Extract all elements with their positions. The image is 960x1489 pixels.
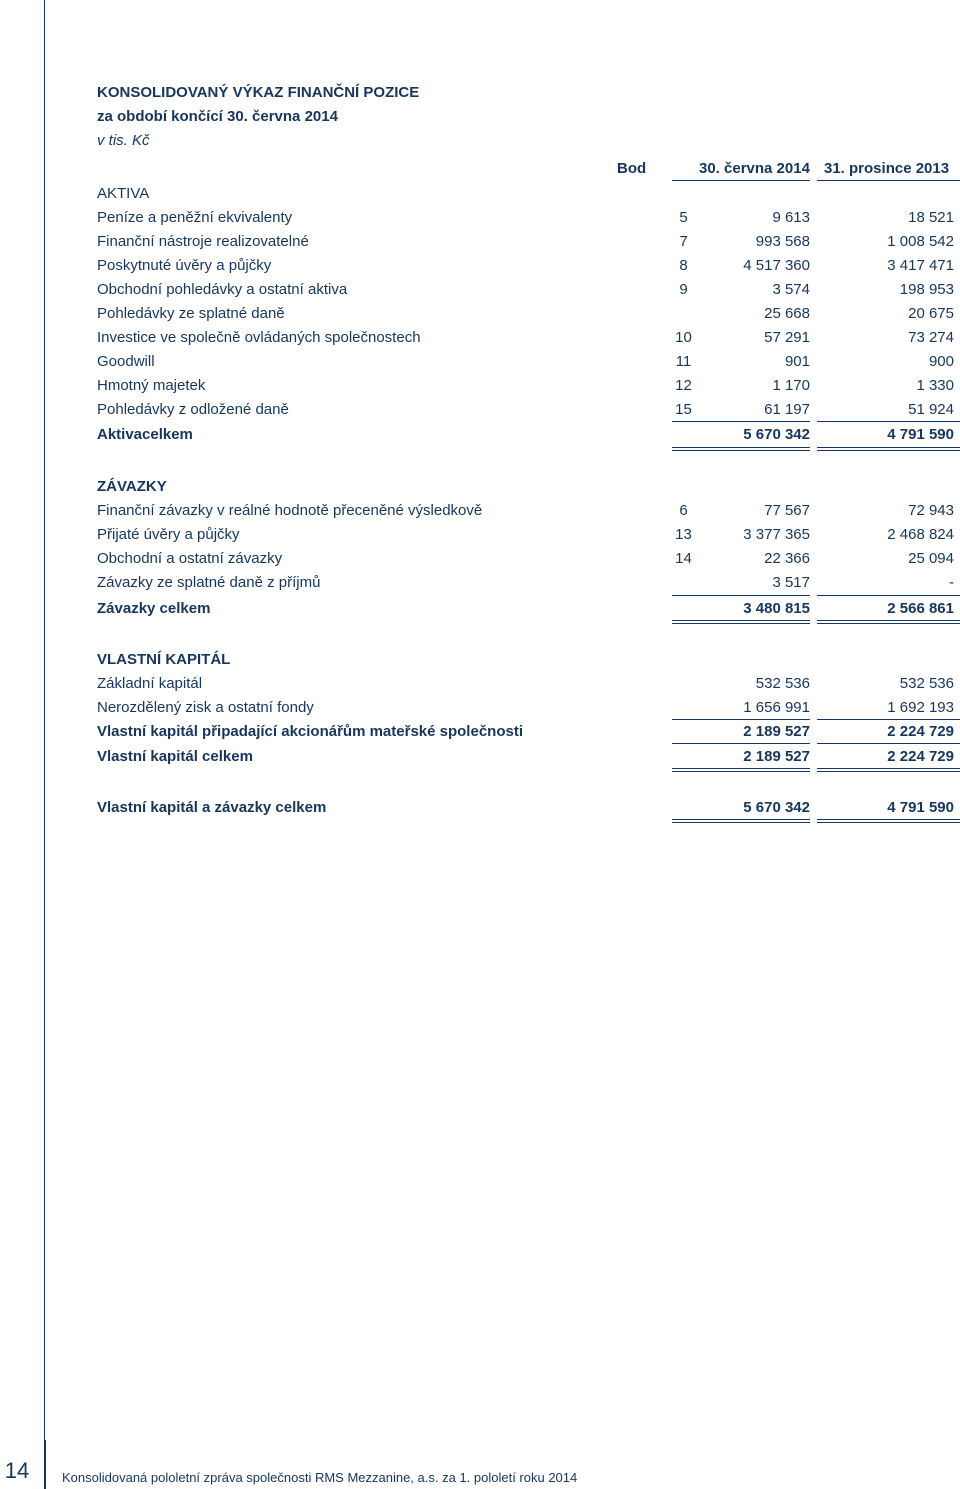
row-value-current: 1 170 xyxy=(772,377,810,394)
double-underline-current xyxy=(672,447,810,451)
row-note: 7 xyxy=(679,233,688,250)
total-label: Vlastní kapitál celkem xyxy=(97,748,253,765)
row-note: 8 xyxy=(679,257,688,274)
footer-caption: Konsolidovaná pololetní zpráva společnosti RMS Mezzanine, a.s. za 1. pololetí roku 2014 xyxy=(62,1470,578,1485)
double-underline-prior xyxy=(817,620,960,624)
section-label: VLASTNÍ KAPITÁL xyxy=(97,651,231,668)
column-header-bod: Bod xyxy=(617,160,647,177)
row-value-prior: 1 692 193 xyxy=(887,699,954,716)
total-value-current: 5 670 342 xyxy=(743,799,810,816)
row-label: Investice ve společně ovládaných společnostech xyxy=(97,329,421,346)
row-label: Vlastní kapitál připadající akcionářům mateřské společnosti xyxy=(97,723,523,740)
row-value-prior: 2 224 729 xyxy=(887,723,954,740)
row-value-current: 993 568 xyxy=(755,233,810,250)
double-underline-prior xyxy=(817,819,960,823)
table-row xyxy=(97,499,960,523)
section-heading-liabilities xyxy=(97,475,960,499)
row-value-prior: 51 924 xyxy=(908,401,954,418)
row-label: Obchodní a ostatní závazky xyxy=(97,550,283,567)
row-label: Poskytnuté úvěry a půjčky xyxy=(97,257,272,274)
table-row xyxy=(97,326,960,350)
row-value-current: 22 366 xyxy=(764,550,810,567)
row-label: Goodwill xyxy=(97,353,155,370)
table-row xyxy=(97,571,960,595)
column-header-prior: 31. prosince 2013 xyxy=(824,160,950,177)
table-row xyxy=(97,278,960,302)
total-label: Závazky celkem xyxy=(97,600,211,617)
row-note: 11 xyxy=(675,353,692,370)
total-value-current: 2 189 527 xyxy=(743,748,810,765)
row-value-prior: 900 xyxy=(928,353,954,370)
total-value-current: 5 670 342 xyxy=(743,426,810,443)
subtotal-rule-current xyxy=(672,595,810,596)
total-value-prior: 2 224 729 xyxy=(887,748,954,765)
row-note: 6 xyxy=(679,502,688,519)
row-label: Finanční nástroje realizovatelné xyxy=(97,233,309,250)
row-label: Základní kapitál xyxy=(97,675,203,692)
subtotal-rule-prior xyxy=(817,743,960,744)
table-row xyxy=(97,230,960,254)
row-note: 10 xyxy=(675,329,692,346)
row-value-current: 532 536 xyxy=(755,675,810,692)
double-underline-prior xyxy=(817,447,960,451)
table-row xyxy=(97,374,960,398)
row-label: Obchodní pohledávky a ostatní aktiva xyxy=(97,281,348,298)
row-note: 9 xyxy=(679,281,688,298)
double-underline-current xyxy=(672,620,810,624)
row-value-current: 2 189 527 xyxy=(743,723,810,740)
header-underline-current xyxy=(672,180,810,181)
row-label: Pohledávky ze splatné daně xyxy=(97,305,285,322)
report-period: za období končící 30. června 2014 xyxy=(97,108,338,125)
total-value-prior: 4 791 590 xyxy=(887,426,954,443)
row-value-current: 9 613 xyxy=(772,209,810,226)
row-label: Přijaté úvěry a půjčky xyxy=(97,526,240,543)
total-row-equity xyxy=(97,745,960,769)
row-note: 5 xyxy=(679,209,688,226)
column-header-current: 30. června 2014 xyxy=(699,160,810,177)
table-row xyxy=(97,523,960,547)
report-title: KONSOLIDOVANÝ VÝKAZ FINANČNÍ POZICE xyxy=(97,84,420,101)
header-underline-prior xyxy=(817,180,960,181)
table-row xyxy=(97,302,960,326)
row-label: Nerozdělený zisk a ostatní fondy xyxy=(97,699,314,716)
section-heading-equity xyxy=(97,648,960,672)
subtotal-rule-current xyxy=(672,421,810,422)
subtotal-rule-prior xyxy=(817,595,960,596)
footer-rule xyxy=(44,1440,46,1489)
row-value-prior: 25 094 xyxy=(908,550,954,567)
row-note: 14 xyxy=(675,550,692,567)
row-value-current: 25 668 xyxy=(764,305,810,322)
row-value-current: 77 567 xyxy=(764,502,810,519)
row-value-prior: 1 330 xyxy=(916,377,954,394)
double-underline-current xyxy=(672,768,810,772)
subtotal-rule-current xyxy=(672,743,810,744)
row-label: Závazky ze splatné daně z příjmů xyxy=(97,574,321,591)
row-value-prior: 532 536 xyxy=(899,675,954,692)
row-value-current: 3 517 xyxy=(772,574,810,591)
total-row-assets xyxy=(97,423,960,447)
row-value-prior: 20 675 xyxy=(908,305,954,322)
page-number: 14 xyxy=(4,1458,30,1483)
grand-total-row xyxy=(97,796,960,820)
total-value-prior: 2 566 861 xyxy=(887,600,954,617)
report-units: v tis. Kč xyxy=(97,132,150,149)
row-value-prior: - xyxy=(949,574,954,591)
table-row xyxy=(97,672,960,696)
total-value-current: 3 480 815 xyxy=(743,600,810,617)
row-label: Peníze a peněžní ekvivalenty xyxy=(97,209,293,226)
table-row xyxy=(97,350,960,374)
table-row xyxy=(97,696,960,720)
row-note: 12 xyxy=(675,377,692,394)
row-value-prior: 3 417 471 xyxy=(887,257,954,274)
row-value-prior: 18 521 xyxy=(908,209,954,226)
row-value-current: 1 656 991 xyxy=(743,699,810,716)
row-value-current: 57 291 xyxy=(764,329,810,346)
row-value-prior: 73 274 xyxy=(908,329,954,346)
row-value-prior: 2 468 824 xyxy=(887,526,954,543)
margin-rule xyxy=(44,0,45,1489)
total-label: Vlastní kapitál a závazky celkem xyxy=(97,799,327,816)
section-label: AKTIVA xyxy=(97,185,150,202)
row-value-current: 61 197 xyxy=(764,401,810,418)
row-value-current: 3 377 365 xyxy=(743,526,810,543)
row-value-current: 3 574 xyxy=(772,281,810,298)
table-row xyxy=(97,547,960,571)
row-value-current: 901 xyxy=(784,353,810,370)
row-label: Pohledávky z odložené daně xyxy=(97,401,289,418)
subtotal-rule-prior xyxy=(817,421,960,422)
row-value-prior: 72 943 xyxy=(908,502,954,519)
row-label: Finanční závazky v reálné hodnotě přeceněné výsledkově xyxy=(97,502,483,519)
table-row xyxy=(97,254,960,278)
double-underline-prior xyxy=(817,768,960,772)
section-label: ZÁVAZKY xyxy=(97,478,167,495)
row-label: Hmotný majetek xyxy=(97,377,206,394)
row-value-prior: 198 953 xyxy=(899,281,954,298)
total-label: Aktivacelkem xyxy=(97,426,193,443)
table-row xyxy=(97,398,960,422)
total-value-prior: 4 791 590 xyxy=(887,799,954,816)
table-row xyxy=(97,206,960,230)
row-value-prior: 1 008 542 xyxy=(887,233,954,250)
row-value-current: 4 517 360 xyxy=(743,257,810,274)
double-underline-current xyxy=(672,819,810,823)
total-row-liabilities xyxy=(97,597,960,621)
attributable-equity-row xyxy=(97,720,960,744)
section-heading-assets xyxy=(97,182,960,206)
row-note: 15 xyxy=(675,401,692,418)
row-note: 13 xyxy=(675,526,692,543)
